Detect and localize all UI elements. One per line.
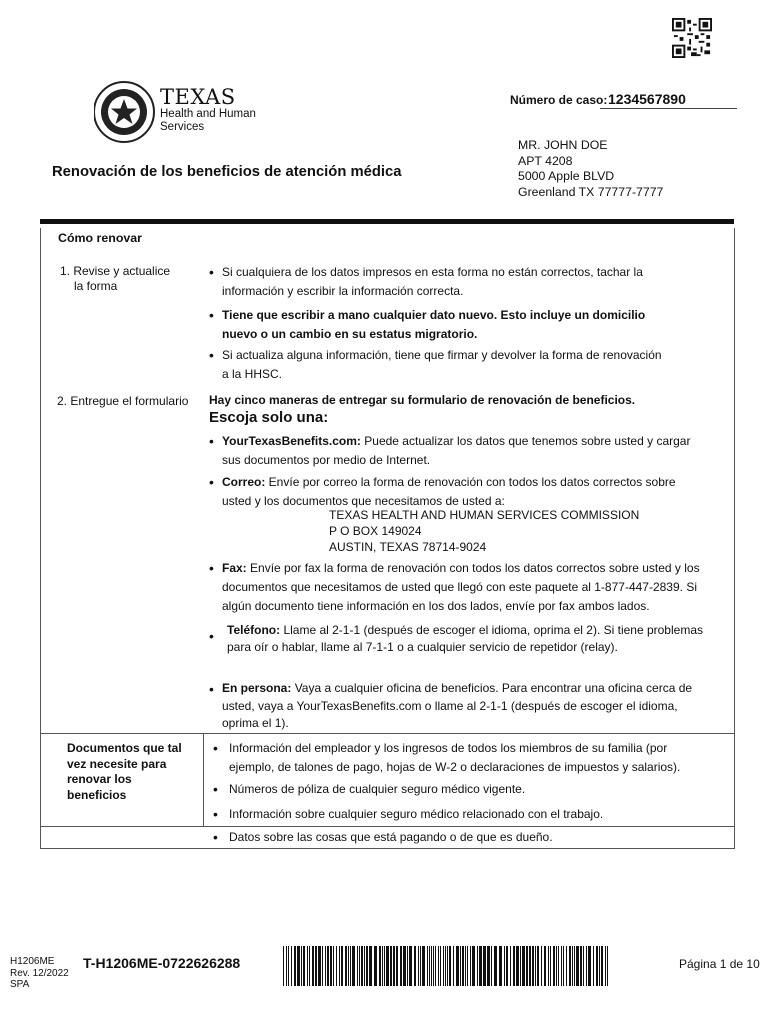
option-in-person: [222, 680, 692, 733]
barcode-bar: [429, 946, 430, 986]
barcode-bar: [384, 946, 385, 986]
barcode-bar: [596, 946, 598, 986]
barcode-bar: [303, 946, 305, 986]
barcode-bar: [583, 946, 584, 986]
barcode-bar: [330, 946, 332, 986]
barcode-bar: [350, 946, 351, 986]
barcode-bar: [291, 946, 292, 986]
text-line: Documentos que tal: [67, 741, 182, 755]
barcode-bar: [499, 946, 502, 986]
text-line: documentos que necesitamos de usted que llegó con este paquete al 1-877-447-2839. Si: [222, 580, 697, 594]
barcode-bar: [288, 946, 289, 986]
barcode-bar: [336, 946, 337, 986]
step1-label: [60, 264, 170, 294]
barcode-bar: [361, 946, 363, 986]
barcode-bar: [586, 946, 587, 986]
barcode-bar: [431, 946, 432, 986]
mailing-address: [518, 138, 663, 200]
option-web: [222, 432, 690, 470]
barcode-bar: [357, 946, 358, 986]
page-number: Página 1 de 10: [679, 957, 760, 971]
barcode: [283, 946, 608, 986]
text-line: información y escribir la información correcta.: [222, 284, 464, 298]
text-line: ejemplo, de talones de pago, hojas de W-2 o declaraciones de impuestos y salarios).: [229, 760, 681, 774]
barcode-bar: [550, 946, 551, 986]
bullet-icon: •: [209, 681, 214, 697]
option-mail: [222, 473, 676, 511]
form-id: T-H1206ME-0722626288: [83, 955, 241, 971]
bullet-icon: •: [209, 628, 214, 644]
bullet-icon: •: [209, 347, 214, 363]
barcode-bar: [561, 946, 562, 986]
row-divider: [40, 826, 734, 827]
barcode-bar: [504, 946, 505, 986]
barcode-bar: [364, 946, 365, 986]
logo-line-3: Services: [160, 121, 205, 133]
barcode-bar: [418, 946, 419, 986]
text-span: Envíe por fax la forma de renovación con todos los datos correctos sobre usted y los: [246, 561, 700, 575]
barcode-bar: [483, 946, 486, 986]
text-line: beneficios: [67, 787, 127, 802]
address-line: APT 4208: [518, 153, 573, 168]
text-line: usted, vaya a YourTexasBenefits.com o llame al 2-1-1 (después de escoger el idioma,: [222, 698, 678, 713]
text-span: Envíe por correo la forma de renovación con todos los datos correctos sobre: [265, 475, 676, 489]
step1-bullet-2: [222, 306, 645, 344]
barcode-bar: [409, 946, 412, 986]
barcode-bar: [374, 946, 377, 986]
barcode-bar: [599, 946, 600, 986]
barcode-bar: [572, 946, 573, 986]
barcode-bar: [556, 946, 557, 986]
barcode-bar: [553, 946, 555, 986]
form-info: [10, 956, 69, 991]
barcode-bar: [396, 946, 398, 986]
text-line: TEXAS HEALTH AND HUMAN SERVICES COMMISSION: [329, 508, 640, 522]
bullet-icon: •: [213, 806, 218, 822]
barcode-bar: [359, 946, 360, 986]
barcode-bar: [470, 946, 471, 986]
option-fax-title: Fax:: [222, 561, 247, 575]
step2-choose-one: Escoja solo una:: [209, 409, 329, 426]
barcode-bar: [386, 946, 389, 986]
text-line: oprima el 1).: [222, 716, 289, 730]
barcode-bar: [447, 946, 448, 986]
barcode-bar: [465, 946, 466, 986]
step1-bullet-1: [222, 263, 643, 301]
barcode-bar: [548, 946, 549, 986]
case-number-label: Número de caso:: [510, 93, 608, 107]
barcode-bar: [445, 946, 446, 986]
option-mail-title: Correo:: [222, 475, 266, 489]
text-line: Si cualquiera de los datos impresos en esta forma no están correctos, tachar la: [222, 265, 643, 279]
barcode-bar: [435, 946, 436, 986]
bullet-icon: •: [213, 781, 218, 797]
barcode-bar: [325, 946, 326, 986]
text-line: Si actualiza alguna información, tiene que firmar y devolver la forma de renovación: [222, 348, 662, 362]
row-divider: [40, 733, 734, 734]
barcode-bar: [301, 946, 302, 986]
barcode-bar: [460, 946, 461, 986]
top-divider-bar: [40, 219, 734, 224]
barcode-bar: [366, 946, 368, 986]
barcode-bar: [544, 946, 546, 986]
barcode-bar: [440, 946, 441, 986]
step2-label: 2. Entregue el formulario: [57, 394, 189, 408]
step2-intro: Hay cinco maneras de entregar su formulario de renovación de beneficios.: [209, 393, 636, 407]
text-line: renovar los: [67, 772, 132, 786]
bullet-icon: •: [209, 264, 214, 280]
option-fax: [222, 559, 700, 616]
form-language: SPA: [10, 979, 30, 990]
documents-label: [67, 741, 182, 803]
address-line: 5000 Apple BLVD: [518, 169, 615, 183]
barcode-bar: [477, 946, 478, 986]
barcode-bar: [318, 946, 321, 986]
barcode-bar: [541, 946, 542, 986]
document-item: [229, 739, 680, 777]
bullet-icon: •: [213, 829, 218, 845]
barcode-bar: [327, 946, 329, 986]
text-line: Tiene que escribir a mano cualquier dato nuevo. Esto incluye un domicilio: [222, 308, 646, 322]
barcode-bar: [563, 946, 564, 986]
form-number: H1206ME: [10, 956, 55, 967]
text-line: para oír o hablar, llame al 7-1-1 o a cualquier servicio de repetidor (relay).: [227, 640, 618, 654]
barcode-bar: [526, 946, 528, 986]
bullet-icon: •: [209, 474, 214, 490]
logo-line-1: TEXAS: [160, 85, 236, 109]
barcode-bar: [345, 946, 347, 986]
barcode-bar: [382, 946, 383, 986]
bullet-icon: •: [209, 433, 214, 449]
barcode-bar: [580, 946, 582, 986]
barcode-bar: [422, 946, 425, 986]
address-line: Greenland TX 77777-7777: [518, 184, 664, 199]
barcode-bar: [532, 946, 534, 986]
barcode-bar: [593, 946, 594, 986]
barcode-bar: [537, 946, 539, 986]
text-span: Puede actualizar los datos que tenemos sobre usted y cargar: [360, 434, 691, 448]
barcode-bar: [307, 946, 308, 986]
step1-label-line2: la forma: [74, 279, 118, 293]
barcode-bar: [558, 946, 559, 986]
text-line: a la HHSC.: [222, 367, 283, 381]
barcode-bar: [352, 946, 355, 986]
case-number: 1234567890: [608, 91, 686, 107]
document-title: Renovación de los beneficios de atención médica: [52, 164, 402, 180]
text-span: Llame al 2-1-1 (después de escoger el idioma, oprima el 2). Si tiene problemas: [280, 623, 703, 637]
barcode-bar: [341, 946, 343, 986]
text-line: AUSTIN, TEXAS 78714-9024: [329, 540, 487, 554]
barcode-bar: [348, 946, 349, 986]
barcode-bar: [414, 946, 416, 986]
barcode-bar: [339, 946, 340, 986]
text-line: sus documentos por medio de Internet.: [222, 453, 431, 467]
document-item: Datos sobre las cosas que está pagando o de que es dueño.: [229, 830, 553, 844]
barcode-bar: [443, 946, 444, 986]
bullet-icon: •: [213, 740, 218, 756]
barcode-bar: [393, 946, 395, 986]
barcode-bar: [427, 946, 428, 986]
logo-wordmark: [160, 86, 256, 134]
barcode-bar: [379, 946, 381, 986]
barcode-bar: [403, 946, 406, 986]
barcode-bar: [309, 946, 310, 986]
barcode-bar: [522, 946, 525, 986]
text-line: P O BOX 149024: [329, 524, 422, 538]
option-in-person-title: En persona:: [222, 681, 292, 695]
barcode-bar: [506, 946, 508, 986]
document-item: Números de póliza de cualquier seguro médico vigente.: [229, 782, 526, 796]
barcode-bar: [588, 946, 591, 986]
barcode-bar: [333, 946, 334, 986]
bullet-icon: •: [209, 307, 214, 323]
barcode-bar: [479, 946, 482, 986]
barcode-bar: [566, 946, 567, 986]
barcode-bar: [294, 946, 296, 986]
text-line: algún documento tiene información en los dos lados, envíe por fax ambos lados.: [222, 599, 650, 613]
text-span: Vaya a cualquier oficina de beneficios. Para encontrar una oficina cerca de: [291, 681, 693, 695]
barcode-bar: [438, 946, 439, 986]
text-line: nuevo o un cambio en su estatus migratorio.: [222, 327, 478, 341]
barcode-bar: [535, 946, 536, 986]
section-title: Cómo renovar: [58, 231, 142, 245]
barcode-bar: [453, 946, 454, 986]
barcode-bar: [516, 946, 519, 986]
barcode-bar: [601, 946, 603, 986]
barcode-bar: [286, 946, 287, 986]
address-line: MR. JOHN DOE: [518, 138, 608, 152]
text-line: vez necesite para: [67, 756, 167, 771]
qr-code: [672, 18, 712, 58]
hhsc-mailing-address: [329, 507, 639, 555]
barcode-bar: [297, 946, 300, 986]
column-divider: [203, 733, 204, 826]
barcode-bar: [420, 946, 421, 986]
barcode-bar: [467, 946, 468, 986]
barcode-bar: [322, 946, 323, 986]
barcode-bar: [576, 946, 579, 986]
barcode-bar: [513, 946, 515, 986]
barcode-bar: [400, 946, 402, 986]
logo-line-2: Health and Human: [160, 108, 256, 120]
barcode-bar: [456, 946, 459, 986]
barcode-bar: [369, 946, 372, 986]
bullet-icon: •: [209, 560, 214, 576]
step1-label-line1: 1. Revise y actualice: [60, 264, 171, 278]
text-line: usted y los documentos que necesitamos de usted a:: [222, 494, 505, 508]
form-revision: Rev. 12/2022: [10, 967, 69, 979]
option-web-title: YourTexasBenefits.com:: [222, 434, 361, 448]
case-number-underline: [600, 108, 737, 109]
barcode-bar: [510, 946, 511, 986]
barcode-bar: [607, 946, 608, 986]
barcode-bar: [569, 946, 571, 986]
barcode-bar: [390, 946, 392, 986]
barcode-bar: [574, 946, 575, 986]
barcode-bar: [487, 946, 490, 986]
document-item: Información sobre cualquier seguro médico relacionado con el trabajo.: [229, 807, 604, 821]
barcode-bar: [449, 946, 451, 986]
option-phone: [227, 622, 703, 656]
barcode-bar: [312, 946, 314, 986]
barcode-bar: [494, 946, 497, 986]
barcode-bar: [433, 946, 434, 986]
barcode-bar: [472, 946, 475, 986]
barcode-bar: [605, 946, 606, 986]
barcode-bar: [520, 946, 521, 986]
barcode-bar: [407, 946, 408, 986]
barcode-bar: [462, 946, 464, 986]
barcode-bar: [491, 946, 492, 986]
step1-bullet-3: [222, 346, 662, 384]
text-line: Información del empleador y los ingresos de todos los miembros de su familia (por: [229, 741, 668, 755]
barcode-bar: [529, 946, 531, 986]
barcode-bar: [315, 946, 317, 986]
barcode-bar: [283, 946, 284, 986]
option-phone-title: Teléfono:: [227, 623, 281, 637]
